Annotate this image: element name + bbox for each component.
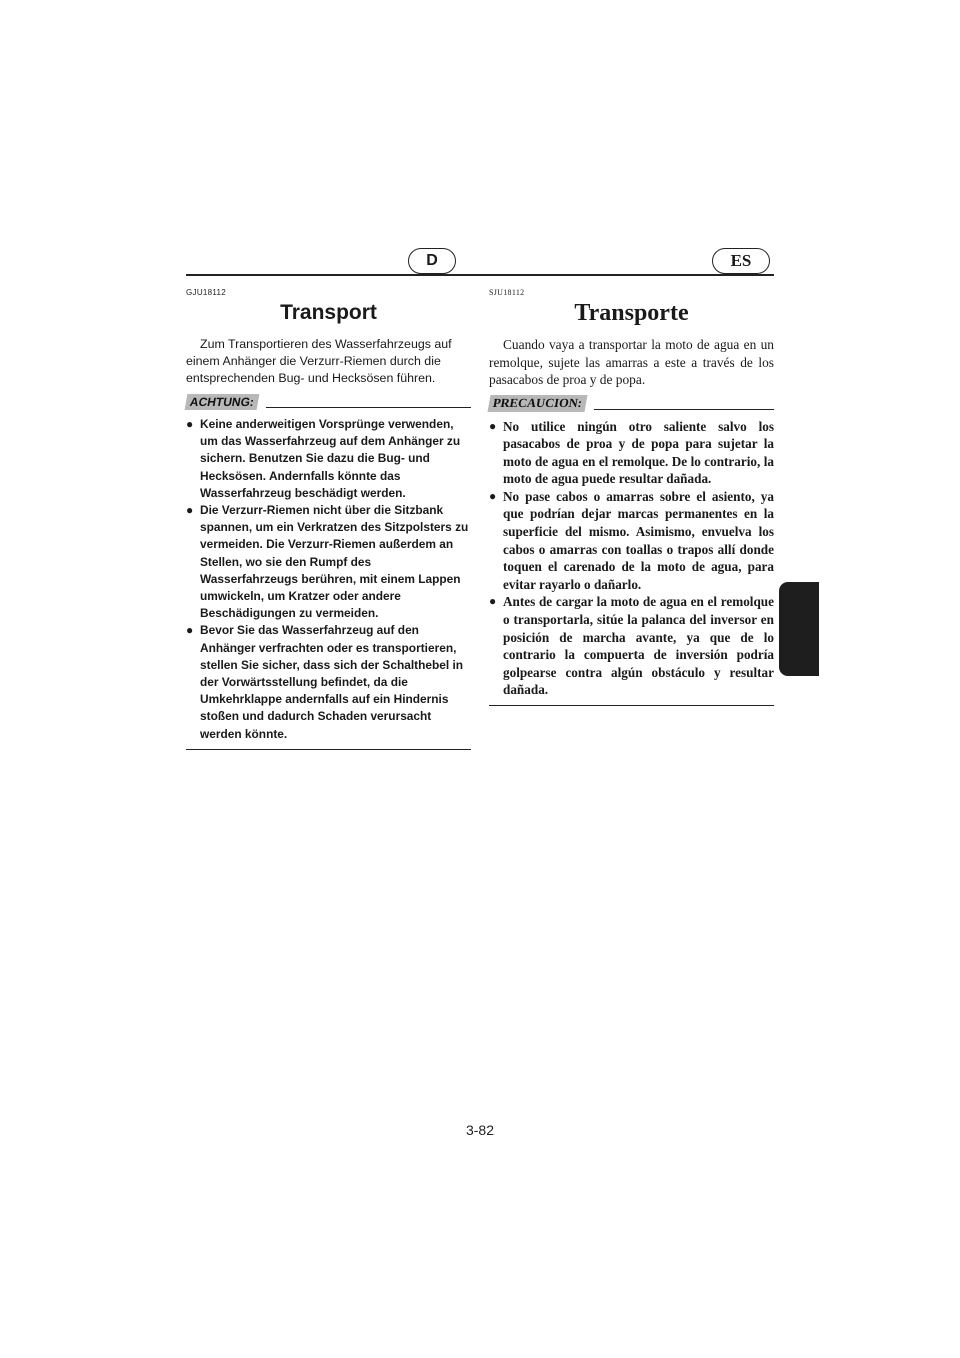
warning-label: ACHTUNG: <box>185 394 260 410</box>
warning-end-rule <box>186 749 471 750</box>
bullet-icon: ● <box>489 418 497 433</box>
intro-paragraph: Zum Transportieren des Wasserfahrzeugs auf einem Anhänger die Verzurr-Riemen durch die entsprechenden Bug- und Hecksösen führen. <box>186 337 452 385</box>
warning-header <box>186 392 471 410</box>
list-item: ● No pase cabos o amarras sobre el asiento, ya que podrían dejar marcas permanentes en la superficie del mismo. Asimismo, envuelva los cabos o amarras con toallas o trapos allí donde toquen el carenado de la moto de agua, para evitar rayarlo o dañarlo. <box>489 488 774 592</box>
warning-rule <box>266 407 471 408</box>
german-column <box>186 288 471 750</box>
warning-end-rule <box>489 705 774 706</box>
warning-label: PRECAUCION: <box>488 395 588 412</box>
list-item: ● Bevor Sie das Wasserfahrzeug auf den Anhänger verfrachten oder es transportieren, stellen Sie sicher, dass sich der Schalthebel in der Vorwärtsstellung befindet, da die Umkehrklappe andernfalls auf ein Hindernis stoßen und dadurch Schaden verursacht werden könnte. <box>186 623 464 741</box>
language-badge-es: ES <box>712 248 770 274</box>
section-code: SJU18112 <box>489 288 525 297</box>
language-badge-de: D <box>408 248 456 274</box>
warning-list <box>489 418 774 700</box>
spanish-column <box>489 288 774 706</box>
page-number: 3-82 <box>465 1122 495 1138</box>
chapter-tab <box>779 582 819 676</box>
intro-paragraph: Cuando vaya a transportar la moto de agua en un remolque, sujete las amarras a este a través de los pasacabos de proa y de popa. <box>489 337 774 387</box>
list-item: ● Keine anderweitigen Vorsprünge verwenden, um das Wasserfahrzeug auf dem Anhänger zu sichern. Benutzen Sie dazu die Bug- und Hecksösen. Andernfalls könnte das Wasserfahrzeug beschädigt werden. <box>186 417 461 500</box>
header-rule <box>186 274 774 276</box>
warning-list <box>186 416 471 743</box>
bullet-icon: ● <box>489 488 497 503</box>
page-header <box>186 248 774 278</box>
bullet-icon: ● <box>186 417 194 431</box>
warning-header <box>489 394 774 412</box>
bullet-icon: ● <box>489 594 497 609</box>
warning-rule <box>594 409 774 410</box>
list-item: ● Antes de cargar la moto de agua en el remolque o transportarla, sitúe la palanca del inversor en posición de marcha avante, ya que de lo contrario la compuerta de inversión podría golpearse contra algún obstáculo y resultar dañada. <box>489 594 774 698</box>
section-title: Transport <box>280 301 377 324</box>
section-code: GJU18112 <box>186 288 227 297</box>
list-item: ● Die Verzurr-Riemen nicht über die Sitzbank spannen, um ein Verkratzen des Sitzpolsters zu vermeiden. Die Verzurr-Riemen außerdem an Stellen, wo sie den Rumpf des Wasserfahrzeugs berühren, mit einem Lappen umwickeln, um Kratzer oder andere Beschädigungen zu vermeiden. <box>186 503 469 621</box>
bullet-icon: ● <box>186 503 194 518</box>
list-item: ● No utilice ningún otro saliente salvo los pasacabos de proa y de popa para sujetar la moto de agua en el remolque. De lo contrario, la moto de agua puede resultar dañada. <box>489 418 774 487</box>
section-title: Transporte <box>574 300 689 326</box>
bullet-icon: ● <box>186 623 194 638</box>
